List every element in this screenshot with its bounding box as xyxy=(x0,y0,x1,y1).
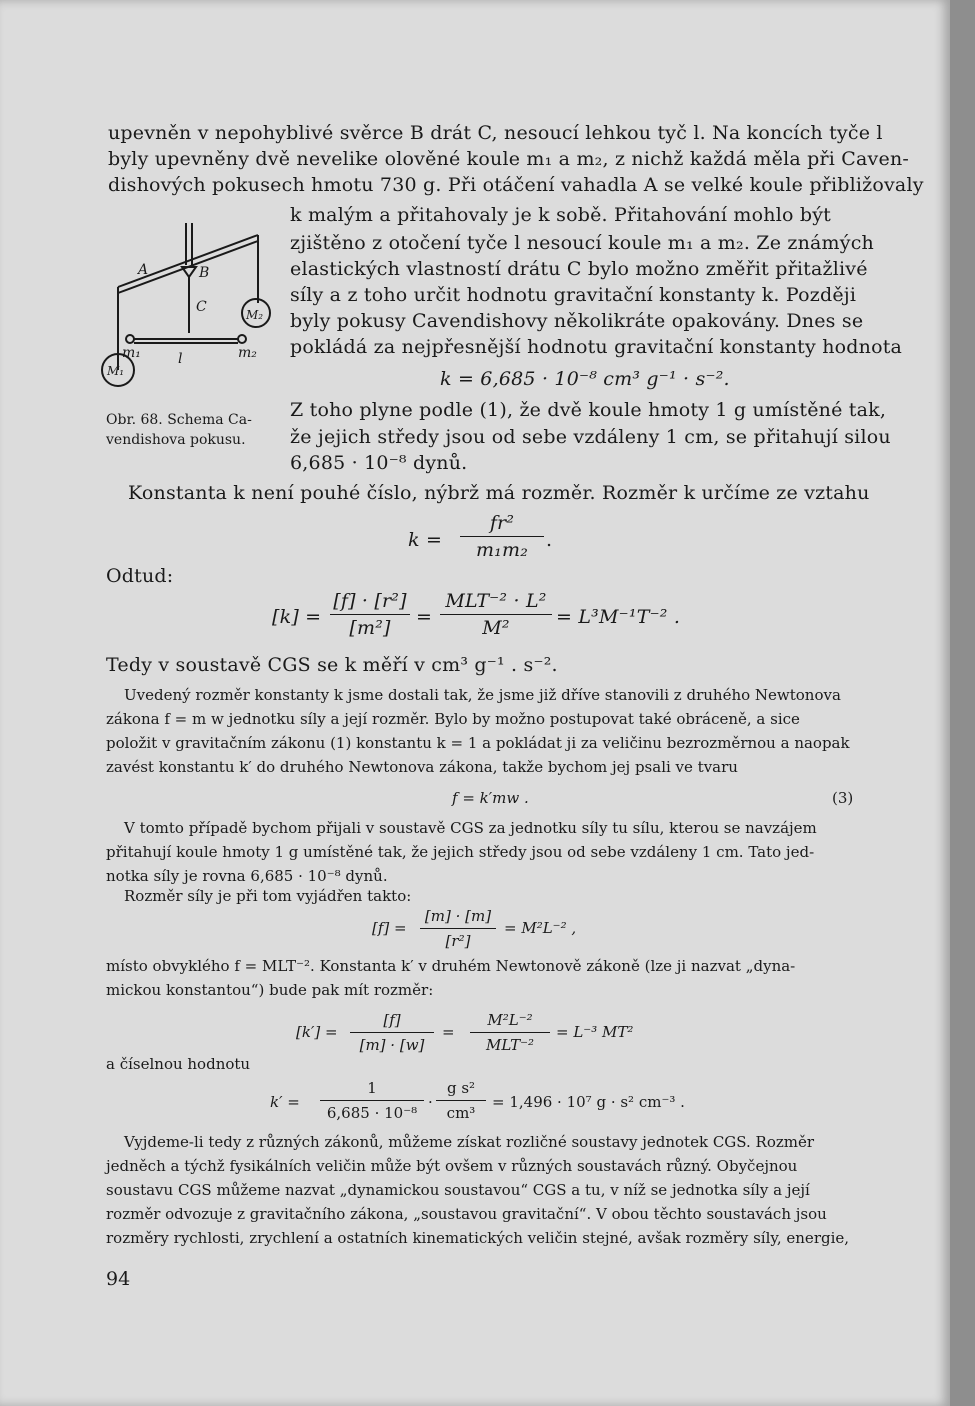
eq2-equals: = xyxy=(416,606,433,628)
small2-line-2: přitahují koule hmoty 1 g umístěné tak, že jejich středy jsou od sebe vzdáleny 1 cm. Tato jed- xyxy=(106,843,815,861)
label-m2-big: M₂ xyxy=(246,308,264,322)
eq4-denominator: [r²] xyxy=(420,928,496,953)
para3: Konstanta k není pouhé číslo, nýbrž má rozměr. Rozměr k určíme ze vztahu xyxy=(128,482,870,504)
eq2-lhs: [k] = xyxy=(272,606,322,628)
eq1-end: . xyxy=(546,529,553,551)
eq5-equals: = xyxy=(442,1023,455,1041)
small4-line-5: rozměry rychlosti, zrychlení a ostatních kinematických veličin stejné, avšak rozměry síly, energie, xyxy=(106,1229,850,1247)
label-c: C xyxy=(196,299,207,315)
eq1-fraction xyxy=(460,510,544,563)
eq2-f2-numerator: MLT⁻² · L² xyxy=(445,590,547,612)
para1-line-3: dishových pokusech hmotu 730 g. Při otáčení vahadla A se velké koule přibližovaly xyxy=(108,174,924,196)
eq1-lhs: k = xyxy=(408,529,443,551)
para1-wrap-line-2: zjištěno z otočení tyče l nesoucí koule m₁ a m₂. Ze známých xyxy=(290,232,874,254)
figure-caption-line-2: vendishova pokusu. xyxy=(106,432,246,448)
para1-line-2: byly upevněny dvě nevelike olověné koule m₁ a m₂, z nichž každá měla při Caven- xyxy=(108,148,909,170)
small4-line-2: jedněch a týchž fysikálních veličin může být ovšem v různých soustavách různý. Obyčejnou xyxy=(106,1157,798,1175)
eq5-fraction-1 xyxy=(350,1008,434,1057)
para4: Tedy v soustavě CGS se k měří v cm³ g⁻¹ . s⁻². xyxy=(106,654,558,676)
para1-wrap-line-1: k malým a přitahovaly je k sobě. Přitahování mohlo být xyxy=(290,204,831,226)
label-m1-big: M₁ xyxy=(107,364,125,378)
odtud-label: Odtud: xyxy=(106,565,174,587)
eq6-dot: · xyxy=(428,1093,433,1111)
label-m1-small: m₁ xyxy=(122,345,141,361)
eq3-number: (3) xyxy=(832,789,854,807)
label-a: A xyxy=(138,262,149,278)
eq6-f2-denominator: cm³ xyxy=(436,1100,486,1125)
eq4-numerator: [m] · [m] xyxy=(424,907,492,925)
para2-line-1: Z toho plyne podle (1), že dvě koule hmoty 1 g umístěné tak, xyxy=(290,399,887,421)
small1-line-2: zákona f = m w jednotku síly a její rozměr. Bylo by možno postupovat také obráceně, a sice xyxy=(106,710,800,728)
label-b: B xyxy=(199,265,210,281)
eq5-f2-denominator: MLT⁻² xyxy=(470,1032,550,1057)
small4-line-1: Vyjdeme-li tedy z různých zákonů, můžeme získat rozličné soustavy jednotek CGS. Rozměr xyxy=(124,1133,815,1151)
eq3: f = k′mw . xyxy=(452,789,529,807)
eq2-rhs: = L³M⁻¹T⁻² . xyxy=(556,606,681,628)
eq4-rhs: = M²L⁻² , xyxy=(504,919,577,937)
small2-line-3: notka síly je rovna 6,685 · 10⁻⁸ dynů. xyxy=(106,867,388,885)
small2-line-1: V tomto případě bychom přijali v soustavě CGS za jednotku síly tu sílu, kterou se navzájem xyxy=(124,819,817,837)
small3-line-1: místo obvyklého f = MLT⁻². Konstanta k′ v druhém Newtonově zákoně (lze ji nazvat „dyna- xyxy=(106,957,796,975)
small1-line-4: zavést konstantu k′ do druhého Newtonova zákona, takže bychom jej psali ve tvaru xyxy=(106,758,738,776)
figure-caption-line-1: Obr. 68. Schema Ca- xyxy=(106,412,252,428)
eq6-f1-denominator: 6,685 · 10⁻⁸ xyxy=(320,1100,424,1125)
eq6-fraction-2 xyxy=(436,1076,486,1125)
small1-line-1: Uvedený rozměr konstanty k jsme dostali tak, že jsme již dříve stanovili z druhého Newtonova xyxy=(124,686,841,704)
eq5-f2-numerator: M²L⁻² xyxy=(487,1011,533,1029)
eq5-f1-numerator: [f] xyxy=(383,1011,401,1029)
small3-line-2: mickou konstantou“) bude pak mít rozměr: xyxy=(106,981,434,999)
page-number: 94 xyxy=(106,1268,131,1290)
k-value-equation: k = 6,685 · 10⁻⁸ cm³ g⁻¹ · s⁻². xyxy=(440,368,730,390)
eq5-rhs: = L⁻³ MT² xyxy=(556,1023,634,1041)
eq2-fraction-1 xyxy=(330,588,410,641)
eq6-lhs: k′ = xyxy=(270,1093,300,1111)
eq2-f1-numerator: [f] · [r²] xyxy=(333,590,407,612)
eq2-f1-denominator: [m²] xyxy=(330,614,410,641)
label-l: l xyxy=(178,351,183,367)
small4-line-4: rozměr odvozuje z gravitačního zákona, „soustavou gravitační“. V obou těchto soustavách jsou xyxy=(106,1205,827,1223)
eq2-fraction-2 xyxy=(440,588,552,641)
para1-wrap-line-5: byly pokusy Cavendishovy několikráte opakovány. Dnes se xyxy=(290,310,864,332)
cavendish-figure xyxy=(96,215,276,409)
eq5-lhs: [k′] = xyxy=(296,1023,338,1041)
eq6-rhs: = 1,496 · 10⁷ g · s² cm⁻³ . xyxy=(492,1093,685,1111)
para2-line-3: 6,685 · 10⁻⁸ dynů. xyxy=(290,452,468,474)
eq2-f2-denominator: M² xyxy=(440,614,552,641)
eq5-fraction-2 xyxy=(470,1008,550,1057)
small1-line-3: položit v gravitačním zákonu (1) konstantu k = 1 a pokládat ji za veličinu bezrozměrnou a naopak xyxy=(106,734,850,752)
para1-wrap-line-4: síly a z toho určit hodnotu gravitační konstanty k. Později xyxy=(290,284,857,306)
eq4-fraction xyxy=(420,904,496,953)
eq1-denominator: m₁m₂ xyxy=(460,536,544,563)
eq5-f1-denominator: [m] · [w] xyxy=(350,1032,434,1057)
para1-wrap-line-6: pokládá za nejpřesnější hodnotu gravitační konstanty hodnota xyxy=(290,336,903,358)
para1-wrap-line-3: elastických vlastností drátu C bylo možno změřit přitažlivé xyxy=(290,258,868,280)
eq1-numerator: fr² xyxy=(489,512,515,534)
para1-line-1: upevněn v nepohyblivé svěrce B drát C, nesoucí lehkou tyč l. Na koncích tyče l xyxy=(108,122,883,144)
eq6-f1-numerator: 1 xyxy=(367,1079,377,1097)
eq6-f2-numerator: g s² xyxy=(446,1079,476,1097)
eq6-fraction-1 xyxy=(320,1076,424,1125)
small2-line-4: Rozměr síly je při tom vyjádřen takto: xyxy=(124,887,412,905)
label-m2-small: m₂ xyxy=(238,345,257,361)
small4-line-3: soustavu CGS můžeme nazvat „dynamickou soustavou“ CGS a tu, v níž se jednotka síly a její xyxy=(106,1181,810,1199)
ciselnou-hodnotu: a číselnou hodnotu xyxy=(106,1055,251,1073)
para2-line-2: že jejich středy jsou od sebe vzdáleny 1 cm, se přitahují silou xyxy=(290,426,891,448)
eq4-lhs: [f] = xyxy=(372,919,407,937)
